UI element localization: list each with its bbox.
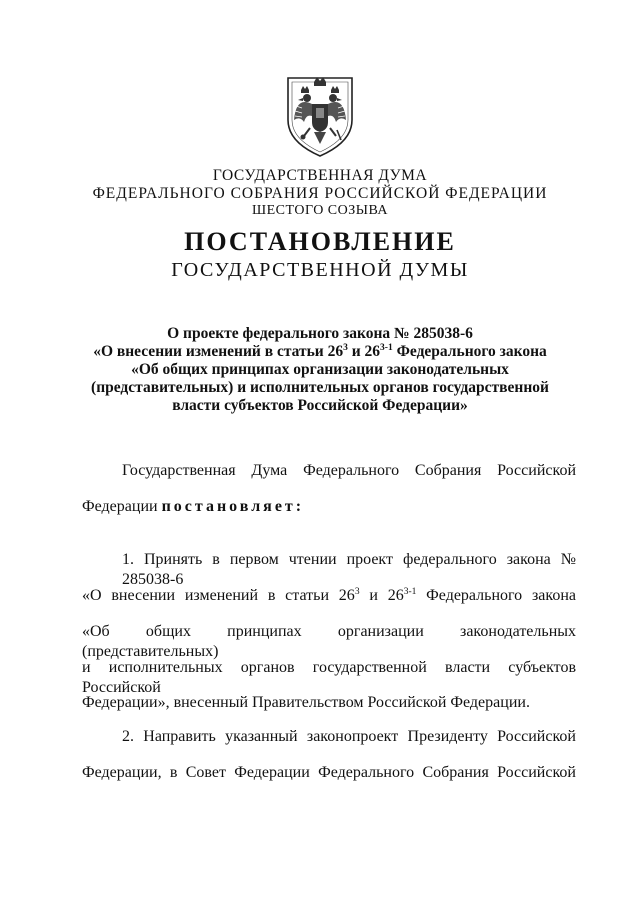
bill-line-5: власти субъектов Российской Федерации»: [172, 397, 468, 414]
header-line-2: ФЕДЕРАЛЬНОГО СОБРАНИЯ РОССИЙСКОЙ ФЕДЕРАЦИИ: [92, 185, 548, 202]
item1-line-2: [82, 586, 576, 606]
bill-line-2: [70, 343, 570, 361]
bill-heading: [70, 325, 570, 415]
preamble-decides: постановляет:: [161, 498, 305, 515]
item1-line-3: «Об общих принципах организации законодательных (представительных): [82, 623, 576, 660]
item1-line-2-text-a: «О внесении изменений в статьи 26: [82, 587, 355, 604]
item1-line-4: и исполнительных органов государственной власти субъектов Российской: [82, 659, 576, 696]
item2-line-1: 2. Направить указанный законопроект Президенту Российской: [122, 728, 576, 745]
coat-of-arms-emblem-icon: [274, 70, 366, 160]
preamble-text: Федерации: [82, 498, 162, 515]
item1-line-1: 1. Принять в первом чтении проект федерального закона № 285038-6: [122, 551, 576, 588]
header-line-1: ГОСУДАРСТВЕННАЯ ДУМА: [212, 167, 428, 184]
bill-line-1: О проекте федерального закона № 285038-6: [167, 325, 473, 342]
item1-line-5: Федерации», внесенный Правительством Российской Федерации.: [82, 694, 530, 711]
bill-article-sup-2: 3-1: [380, 343, 393, 353]
document-title: ПОСТАНОВЛЕНИЕ: [184, 227, 456, 256]
bill-line-2-text-a: «О внесении изменений в статьи 26: [93, 343, 344, 360]
item1-article-sup-2: 3-1: [403, 587, 417, 597]
bill-line-3: «Об общих принципах организации законодательных: [131, 361, 509, 378]
item2-line-2: Федерации, в Совет Федерации Федерального Собрания Российской: [82, 764, 576, 781]
bill-line-2-text-c: Федерального закона: [392, 343, 547, 360]
item1-line-2-text-c: Федерального закона: [416, 587, 577, 604]
bill-line-2-text-b: и 26: [347, 343, 381, 360]
preamble-line-2: [82, 497, 576, 517]
bill-article-sup-1: 3: [343, 343, 348, 353]
preamble-line-1: Государственная Дума Федерального Собрания Российской: [122, 462, 576, 479]
header-line-3: ШЕСТОГО СОЗЫВА: [251, 203, 389, 218]
item1-line-2-text-b: и 26: [359, 587, 404, 604]
document-subtitle: ГОСУДАРСТВЕННОЙ ДУМЫ: [171, 259, 469, 281]
item1-article-sup-1: 3: [354, 587, 360, 597]
bill-line-4: (представительных) и исполнительных органов государственной: [91, 379, 549, 396]
